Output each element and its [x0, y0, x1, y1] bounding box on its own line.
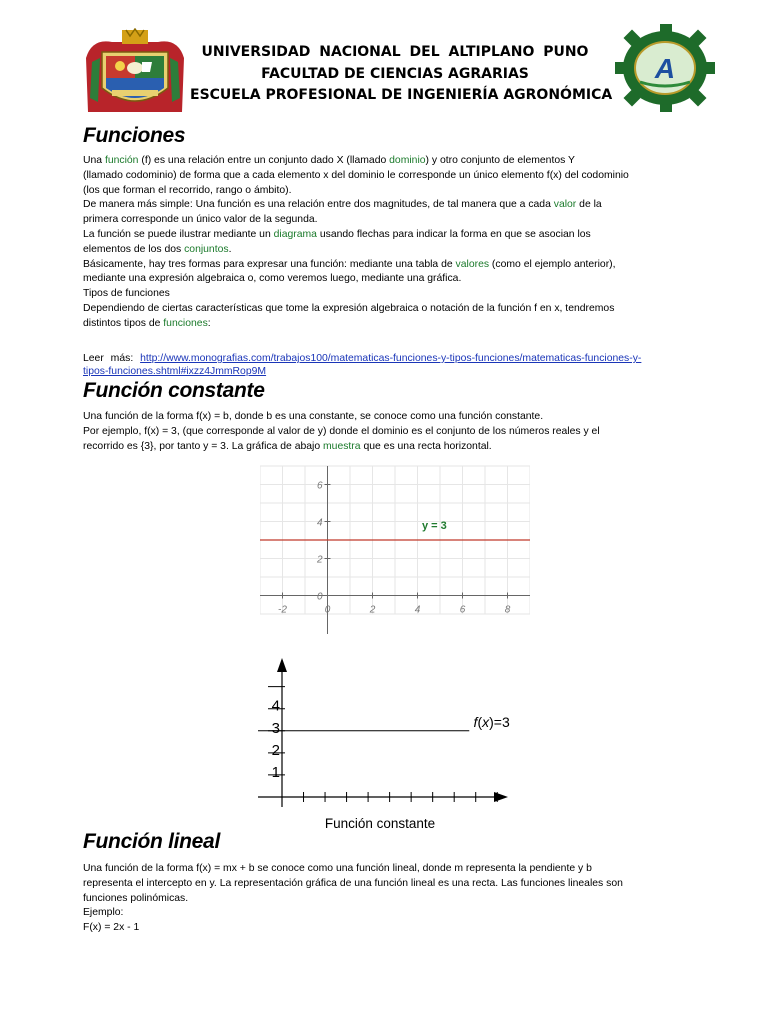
y-tick-label: 2: [271, 741, 280, 759]
x-tick-label: 4: [414, 604, 421, 616]
text: .: [228, 243, 232, 255]
text: de la: [576, 199, 602, 211]
read-more-link[interactable]: http://www.monografias.com/trabajos100/matematicas-funciones-y-tipos-funciones/matematicas-funciones-y-: [140, 353, 642, 364]
text: De manera más simple: Una función es una relación entre dos magnitudes, de tal manera que a cada: [83, 199, 554, 211]
link-valores[interactable]: valores: [455, 258, 490, 270]
paragraph-line: [83, 228, 723, 243]
header-university: UNIVERSIDAD NACIONAL DEL ALTIPLANO PUNO: [201, 44, 589, 60]
y-tick-label: 2: [316, 554, 323, 566]
section-title-constante: Función constante: [83, 379, 265, 402]
label-rest: )=3: [489, 713, 510, 730]
header-faculty: FACULTAD DE CIENCIAS AGRARIAS: [261, 66, 529, 82]
link-diagrama[interactable]: diagrama: [273, 229, 317, 240]
x-tick-label: -2: [278, 604, 287, 616]
paragraph-line: Una función de la forma f(x) = b, donde b es una constante, se conoce como una función constante.: [83, 411, 544, 422]
paragraph-line: [83, 258, 723, 273]
text: :: [207, 317, 211, 329]
paragraph-line: F(x) = 2x - 1: [83, 922, 140, 934]
text: (como el ejemplo anterior),: [489, 258, 616, 270]
x-tick-label: 8: [504, 604, 511, 616]
paragraph-line: funciones polinómicas.: [83, 892, 189, 904]
header-school: ESCUELA PROFESIONAL DE INGENIERÍA AGRONÓMICA: [190, 87, 613, 103]
paragraph-line: Tipos de funciones: [83, 288, 170, 300]
agronomy-gear-logo: [610, 24, 720, 112]
read-more-label: Leer más:: [83, 353, 141, 364]
paragraph-line: [83, 440, 723, 455]
text: que es una recta horizontal.: [360, 440, 492, 452]
x-tick-label: 0: [324, 604, 331, 616]
text: elementos de los dos: [83, 243, 185, 255]
x-tick-label: 6: [459, 604, 466, 616]
read-more-cont: [83, 365, 723, 380]
text: La función se puede ilustrar mediante un: [83, 229, 274, 240]
label-x: x: [482, 713, 490, 730]
link-muestra[interactable]: muestra: [323, 440, 361, 452]
paragraph-line: Ejemplo:: [83, 907, 124, 919]
text: distintos tipos de: [83, 317, 164, 329]
paragraph-line: representa el intercepto en y. La representación gráfica de una función lineal es una recta. Las funciones lineales son: [83, 877, 623, 889]
paragraph-line: [83, 154, 723, 169]
link-valor[interactable]: valor: [553, 199, 577, 211]
y-tick-label: 6: [316, 480, 323, 492]
paragraph-line: Una función de la forma f(x) = mx + b se conoce como una función lineal, donde m representa la pendiente y b: [83, 863, 592, 874]
university-shield-logo: [82, 28, 188, 118]
paragraph-line: (llamado codominio) de forma que a cada elemento x del dominio le corresponde un único elemento f(x) del codominio: [83, 169, 629, 181]
label-f: f: [473, 713, 478, 730]
y-tick-label: 0: [316, 591, 323, 603]
series-label: y = 3: [422, 519, 447, 532]
chart-caption: Función constante: [324, 816, 436, 831]
link-funciones[interactable]: funciones: [163, 317, 208, 329]
text: recorrido es {3}, por tanto y = 3. La gráfica de abajo: [83, 440, 324, 452]
paragraph-line: [83, 317, 723, 332]
paragraph-line: Por ejemplo, f(x) = 3, (que corresponde al valor de y) donde el dominio es el conjunto de los números reales y el: [83, 425, 600, 437]
paragraph-line: Dependiendo de ciertas características que tome la expresión algebraica o notación de la función f en x, tendremos: [83, 303, 615, 314]
x-tick-label: 2: [369, 604, 376, 616]
text: (f) es una relación entre un conjunto dado X (llamado: [138, 155, 390, 166]
chart-constant-sketch: [250, 650, 530, 834]
text: Básicamente, hay tres formas para expresar una función: mediante una tabla de: [83, 258, 456, 270]
label-paren-open: (: [477, 713, 483, 730]
x-axis-arrow: [494, 792, 508, 802]
chart-constant-grid: [260, 462, 530, 654]
paragraph-line: [83, 198, 723, 213]
link-funcion[interactable]: función: [104, 155, 139, 166]
text: ) y otro conjunto de elementos Y: [425, 155, 575, 166]
link-dominio[interactable]: dominio: [389, 155, 426, 166]
gear-logo-letter: A: [654, 53, 676, 84]
section-title-funciones: Funciones: [83, 124, 186, 147]
y-tick-label: 4: [271, 697, 280, 715]
section-title-lineal: Función lineal: [83, 830, 220, 853]
paragraph-line: primera corresponde un único valor de la segunda.: [83, 214, 318, 226]
read-more-link-cont[interactable]: tipos-funciones.shtml#ixzz4JmmRop9M: [83, 366, 267, 377]
y-tick-label: 1: [271, 763, 280, 781]
link-conjuntos[interactable]: conjuntos: [184, 243, 229, 255]
y-tick-label: 3: [271, 719, 280, 737]
y-tick-label: 4: [316, 517, 323, 529]
paragraph-line: mediante una expresión algebraica o, como veremos luego, mediante una gráfica.: [83, 273, 462, 285]
text: Una: [83, 155, 105, 166]
series-label: [474, 714, 510, 730]
text: usando flechas para indicar la forma en que se asocian los: [316, 229, 591, 240]
y-axis-arrow: [277, 658, 287, 672]
paragraph-line: (los que forman el recorrido, rango o ámbito).: [83, 184, 292, 196]
paragraph-line: [83, 243, 723, 258]
